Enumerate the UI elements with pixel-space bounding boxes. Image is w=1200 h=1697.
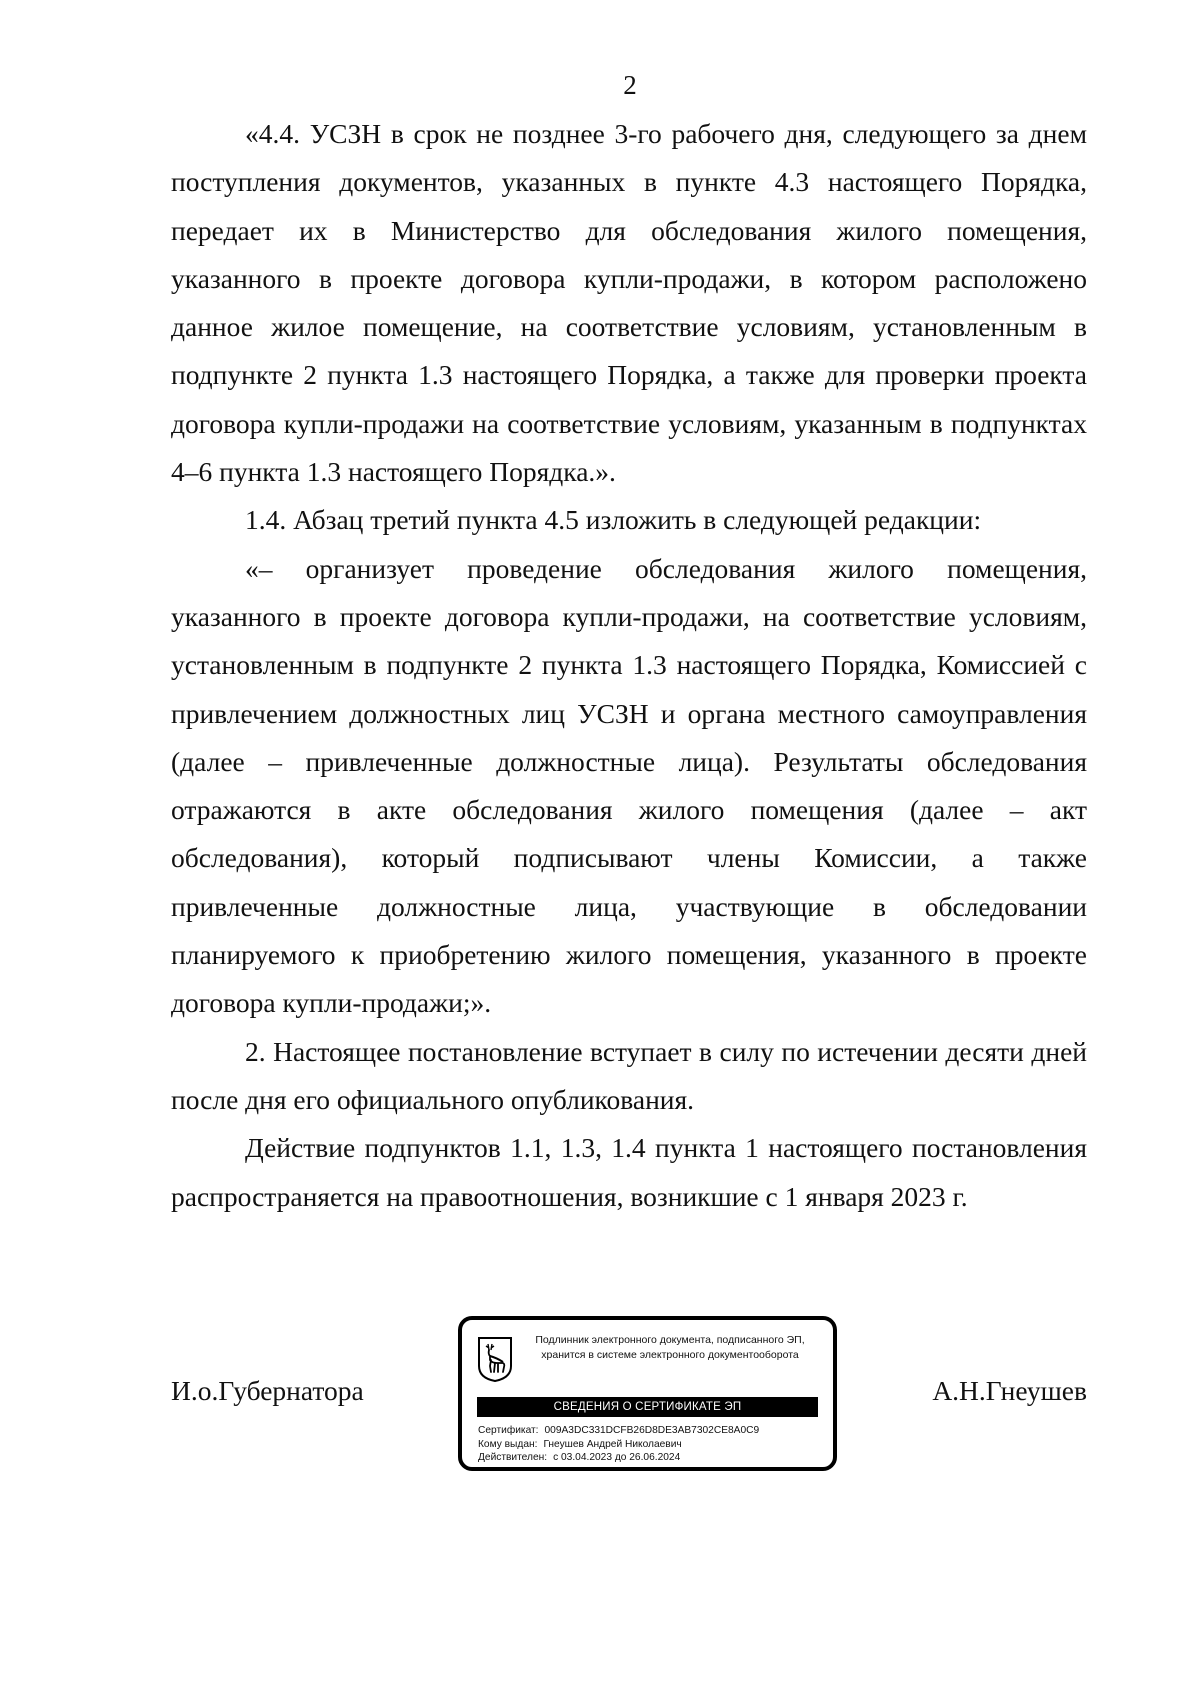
certificate-label: Сертификат: — [478, 1425, 539, 1436]
stamp-header-line-1: Подлинник электронного документа, подписанного ЭП, — [535, 1334, 805, 1346]
deer-coat-of-arms-icon — [477, 1336, 513, 1382]
certificate-details — [478, 1424, 823, 1465]
certificate-value: 009A3DC331DCFB26D8DE3AB7302CE8A0C9 — [544, 1425, 760, 1436]
issued-to-value: Гнеушев Андрей Николаевич — [543, 1438, 682, 1450]
paragraph-4-5-new-text: «– организует проведение обследования жилого помещения, указанного в проекте договора купли-продажи, на соответствие условиям, установленным в подпункте 2 пункта 1.3 настоящего Порядка, Комиссией с привлечением должностных лиц УСЗН и органа местного самоуправления (далее – привлеченные должностные лица). Результаты обследования отражаются в акте обследования жилого помещения (далее – акт обследования), который подписывают члены Комиссии, а также привлеченные должностные лица, участвующие в обследовании планируемого к приобретению жилого помещения, указанного в проекте договора купли-продажи;». — [171, 552, 1087, 1019]
page-number: 2 — [623, 70, 637, 100]
validity-value: с 03.04.2023 до 26.06.2024 — [553, 1452, 681, 1464]
validity-row — [478, 1451, 823, 1465]
paragraph-4-4: «4.4. УСЗН в срок не позднее 3-го рабочего дня, следующего за днем поступления документов, указанных в пункте 4.3 настоящего Порядка, передает их в Министерство для обследования жилого помещения, указанного в проекте договора купли-продажи, в котором расположено данное жилое помещение, на соответствие условиям, установленным в подпункте 2 пункта 1.3 настоящего Порядка, а также для проверки проекта договора купли-продажи на соответствие условиям, указанным в подпунктах 4–6 пункта 1.3 настоящего Порядка.». — [171, 118, 1087, 488]
signatory-name: А.Н.Гнеушев — [932, 1375, 1087, 1406]
certificate-row — [478, 1424, 823, 1438]
stamp-header-line-2: хранится в системе электронного документооборота — [541, 1349, 799, 1361]
stamp-title: СВЕДЕНИЯ О СЕРТИФИКАТЕ ЭП — [477, 1397, 818, 1417]
paragraph-1-4: 1.4. Абзац третий пункта 4.5 изложить в следующей редакции: — [245, 504, 982, 536]
electronic-signature-stamp — [458, 1316, 837, 1471]
stamp-header — [520, 1333, 820, 1363]
issued-to-row — [478, 1438, 823, 1452]
paragraph-retroactive: Действие подпунктов 1.1, 1.3, 1.4 пункта 1 настоящего постановления распространяется на правоотношения, возникшие с 1 января 2023 г. — [171, 1132, 1087, 1212]
signatory-position: И.о.Губернатора — [171, 1375, 364, 1406]
validity-label: Действителен: — [478, 1452, 548, 1464]
document-body — [171, 110, 1087, 1221]
paragraph-2-effective: 2. Настоящее постановление вступает в силу по истечении десяти дней после дня его официального опубликования. — [171, 1035, 1087, 1115]
issued-to-label: Кому выдан: — [478, 1438, 538, 1450]
